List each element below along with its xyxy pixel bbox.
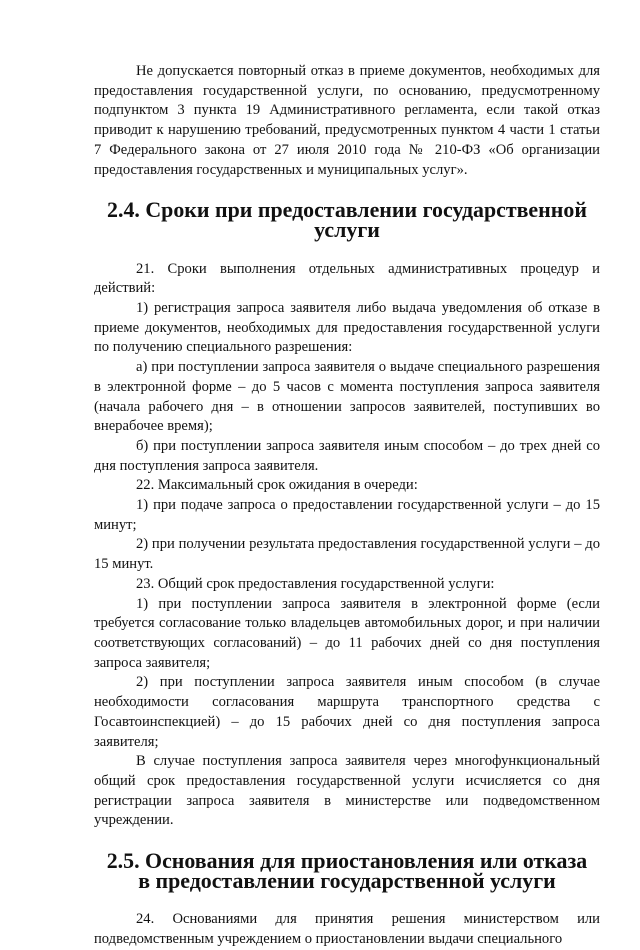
paragraph-item-24: 24. Основаниями для принятия решения министерством или подведомственным учреждением о приостановлении выдачи специального [94,911,600,948]
paragraph-item-21-1: 1) регистрация запроса заявителя либо выдача уведомления об отказе в приеме документов, необходимых для предоставления государственной услуги по получению специального разрешения: [94,300,600,356]
heading-section-2-5-line-1: 2.5. Основания для приостановления или отказа [106,848,588,874]
paragraph-item-23-1: 1) при поступлении запроса заявителя в электронной форме (если требуется согласование только владельцев автомобильных дорог, и при наличии соответствующих согласований) – до 11 рабочих дней со дня поступления запроса заявителя; [94,595,600,671]
heading-section-2-4-text: 2.4. Сроки при предоставлении государственной услуги [107,197,587,242]
paragraph-item-22-1: 1) при подаче запроса о предоставлении государственной услуги – до 15 минут; [94,497,600,533]
paragraph-mfc-term: В случае поступления запроса заявителя через многофункциональный общий срок предоставления государственной услуги исчисляется со дня регистрации запроса заявителя в министерстве или подведомственном учреждении. [94,753,600,829]
paragraph-item-21: 21. Сроки выполнения отдельных административных процедур и действий: [94,260,600,297]
heading-section-2-4 [94,197,600,242]
paragraph-item-23: 23. Общий срок предоставления государственной услуги: [136,575,495,592]
heading-section-2-5 [94,848,600,893]
paragraph-repeat-refusal: Не допускается повторный отказ в приеме документов, необходимых для предоставления государственной услуги, по основанию, предусмотренному подпунктом 3 пункта 19 Административного регламента, если такой отказ приводит к нарушению требований, предусмотренных пунктом 4 части 1 статьи 7 Федерального закона от 27 июля 2010 года № 210-ФЗ «Об организации предоставления государственных и муниципальных услуг». [94,63,600,178]
heading-section-2-5-line-2: в предоставлении государственной услуги [138,867,556,893]
paragraph-item-23-2: 2) при поступлении запроса заявителя иным способом (в случае необходимости согласования маршрута транспортного средства с Госавтоинспекцией) – до 15 рабочих дней со дня поступления запроса заявителя; [94,674,600,750]
paragraph-item-22-2: 2) при получении результата предоставления государственной услуги – до 15 минут. [94,536,600,573]
paragraph-item-21-1-b: б) при поступлении запроса заявителя иным способом – до трех дней со дня поступления запроса заявителя. [94,437,600,474]
paragraph-item-21-1-a: а) при поступлении запроса заявителя о выдаче специального разрешения в электронной форме – до 5 часов с момента поступления запроса заявителя (начала рабочего дня – в отношении запросов заявителей, поступивших во внерабочее время); [94,359,600,435]
paragraph-item-22: 22. Максимальный срок ожидания в очереди: [136,477,418,494]
